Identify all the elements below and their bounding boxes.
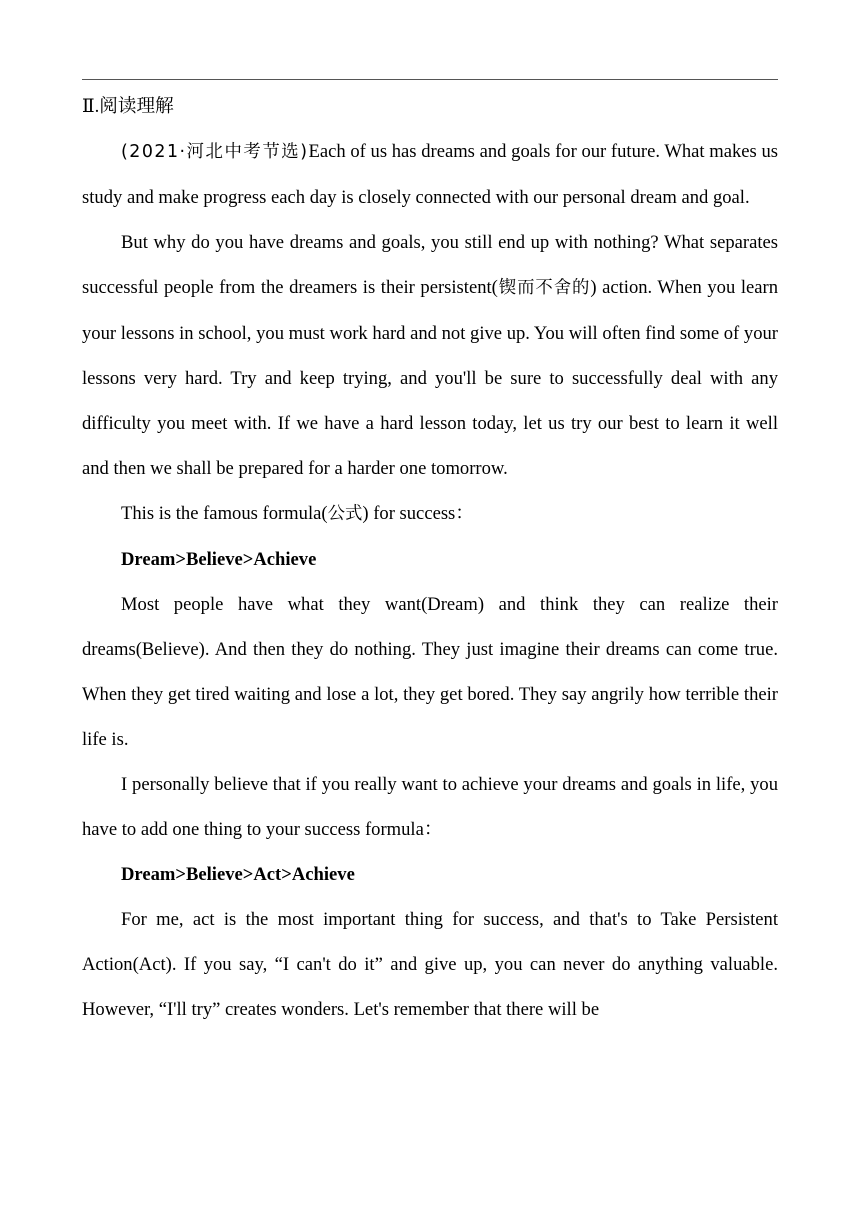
formula-2: Dream>Believe>Act>Achieve xyxy=(121,864,355,885)
source-citation: (2021·河北中考节选) xyxy=(121,142,309,162)
paragraph-3-before: This is the famous formula( xyxy=(121,503,328,524)
paragraph-2-before: But why do you have dreams and goals, you still end up with nothing? What separates successful people from the dreamers is their persistent( xyxy=(82,232,778,298)
paragraph-1 xyxy=(82,129,778,220)
paragraph-3-after: ) for success： xyxy=(362,503,474,524)
paragraph-1-text: Each of us has dreams and goals for our future. What makes us study and make progress each day is closely connected with our personal dream and goal. xyxy=(82,141,779,208)
persistent-gloss: 锲而不舍的 xyxy=(497,278,591,298)
formula-gloss: 公式 xyxy=(327,504,363,524)
paragraph-2-after: ) action. When you learn your lessons in school, you must work hard and not give up. You will often find some of your lessons very hard. Try and keep trying, and you'll be sure to successfully deal with any difficulty you meet with. If we have a hard lesson today, let us try our best to learn it well and then we shall be prepared for a harder one tomorrow. xyxy=(82,277,778,479)
paragraph-3 xyxy=(82,491,778,537)
paragraph-6: For me, act is the most important thing for success, and that's to Take Persistent Action(Act). If you say, “I can't do it” and give up, you can never do anything valuable. However, “I'll try” creates wonders. Let's remember that there will be xyxy=(82,909,778,1020)
formula-1: Dream>Believe>Achieve xyxy=(121,549,317,570)
paragraph-4: Most people have what they want(Dream) and think they can realize their dreams(Believe). And then they do nothing. They just imagine their dreams can come true. When they get tired waiting and lose a lot, they get bored. They say angrily how terrible their life is. xyxy=(82,594,778,750)
paragraph-5: I personally believe that if you really want to achieve your dreams and goals in life, you have to add one thing to your success formula： xyxy=(82,774,778,840)
reading-passage xyxy=(82,84,778,1032)
paragraph-2 xyxy=(82,220,778,491)
section-title: Ⅱ.阅读理解 xyxy=(82,96,174,117)
header-rule xyxy=(82,79,778,80)
